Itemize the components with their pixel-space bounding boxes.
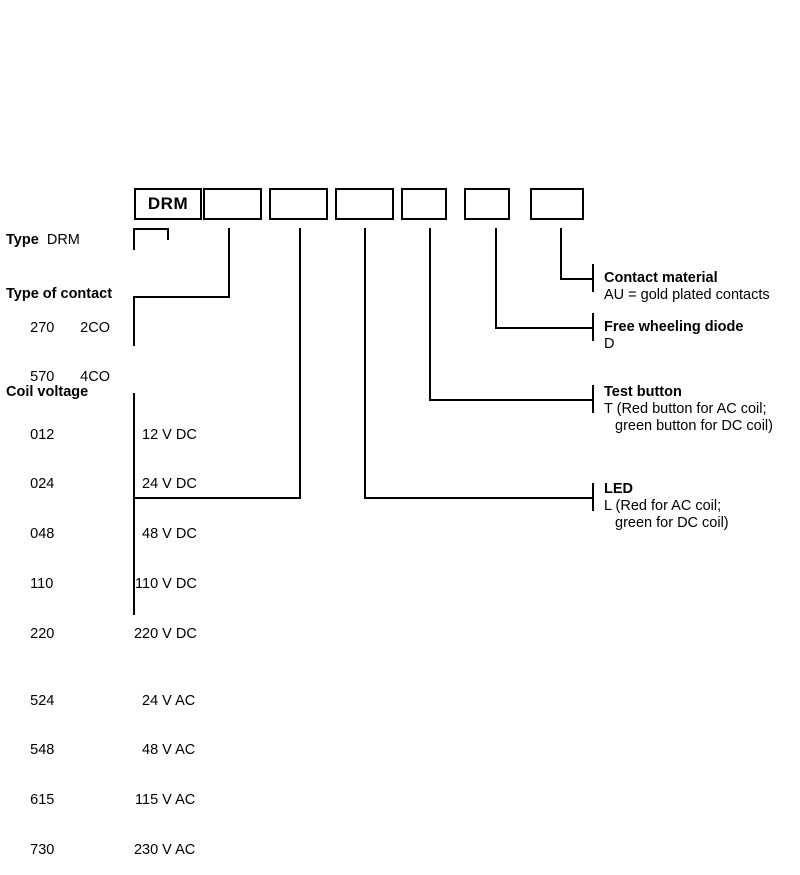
group-led [604, 481, 729, 531]
group-test-button [604, 384, 773, 434]
leader-material-horizontal [560, 278, 594, 280]
leader-material-bracket [592, 264, 594, 292]
group-led-heading: LED [604, 481, 633, 497]
group-free-wheeling-diode-heading: Free wheeling diode [604, 319, 744, 335]
leader-coil-vertical [299, 228, 301, 499]
code-box-led[interactable] [335, 188, 394, 220]
code-box-contact[interactable] [203, 188, 262, 220]
contact-row: 570 4CO [30, 369, 110, 386]
group-type-heading: Type DRM [6, 232, 80, 248]
coil-row: 524 24 V AC [30, 692, 196, 709]
leader-diode-horizontal [495, 327, 594, 329]
group-free-wheeling-diode [604, 319, 743, 353]
leader-type-vertical [133, 228, 135, 250]
leader-diode-vertical [495, 228, 497, 329]
coil-row: 024 24 V DC [30, 476, 197, 493]
group-contact-material [604, 270, 770, 304]
group-contact-material-line1: AU = gold plated contacts [604, 287, 770, 303]
coil-row: 110 110 V DC [30, 575, 197, 592]
code-box-type[interactable]: DRM [134, 188, 202, 220]
leader-led-horizontal [364, 497, 594, 499]
group-test-button-line2: green button for DC coil) [615, 417, 773, 434]
group-test-button-line1: T (Red button for AC coil; [604, 401, 767, 417]
leader-contact-horizontal [133, 296, 230, 298]
contact-row: 270 2CO [30, 319, 110, 336]
coil-row: 730 230 V AC [30, 841, 196, 858]
group-type [6, 232, 80, 249]
group-type-of-contact-heading: Type of contact [6, 286, 113, 302]
coil-row: 548 48 V AC [30, 742, 196, 759]
code-box-coil-voltage[interactable] [269, 188, 328, 220]
coil-row: 220 220 V DC [30, 625, 197, 642]
leader-test-vertical [429, 228, 431, 401]
leader-contact-vertical [228, 228, 230, 298]
coil-row: 048 48 V DC [30, 526, 197, 543]
leader-test-horizontal [429, 399, 594, 401]
leader-led-bracket [592, 483, 594, 511]
coil-row: 012 12 V DC [30, 426, 197, 443]
code-box-test-button[interactable] [401, 188, 447, 220]
code-box-contact-material[interactable] [530, 188, 584, 220]
leader-type-vertical-right [167, 228, 169, 240]
leader-material-vertical [560, 228, 562, 280]
leader-diode-bracket [592, 313, 594, 341]
leader-led-vertical [364, 228, 366, 499]
group-coil-voltage [6, 384, 197, 875]
leader-type-horizontal [133, 228, 169, 230]
leader-contact-bracket [133, 296, 135, 346]
group-coil-voltage-heading: Coil voltage [6, 384, 89, 400]
group-led-line1: L (Red for AC coil; [604, 498, 722, 514]
group-contact-material-heading: Contact material [604, 270, 718, 286]
leader-test-bracket [592, 385, 594, 413]
group-test-button-heading: Test button [604, 384, 682, 400]
coil-row: 615 115 V AC [30, 792, 196, 809]
code-box-free-wheeling-diode[interactable] [464, 188, 510, 220]
group-led-line2: green for DC coil) [615, 514, 729, 531]
group-free-wheeling-diode-line1: D [604, 336, 615, 352]
